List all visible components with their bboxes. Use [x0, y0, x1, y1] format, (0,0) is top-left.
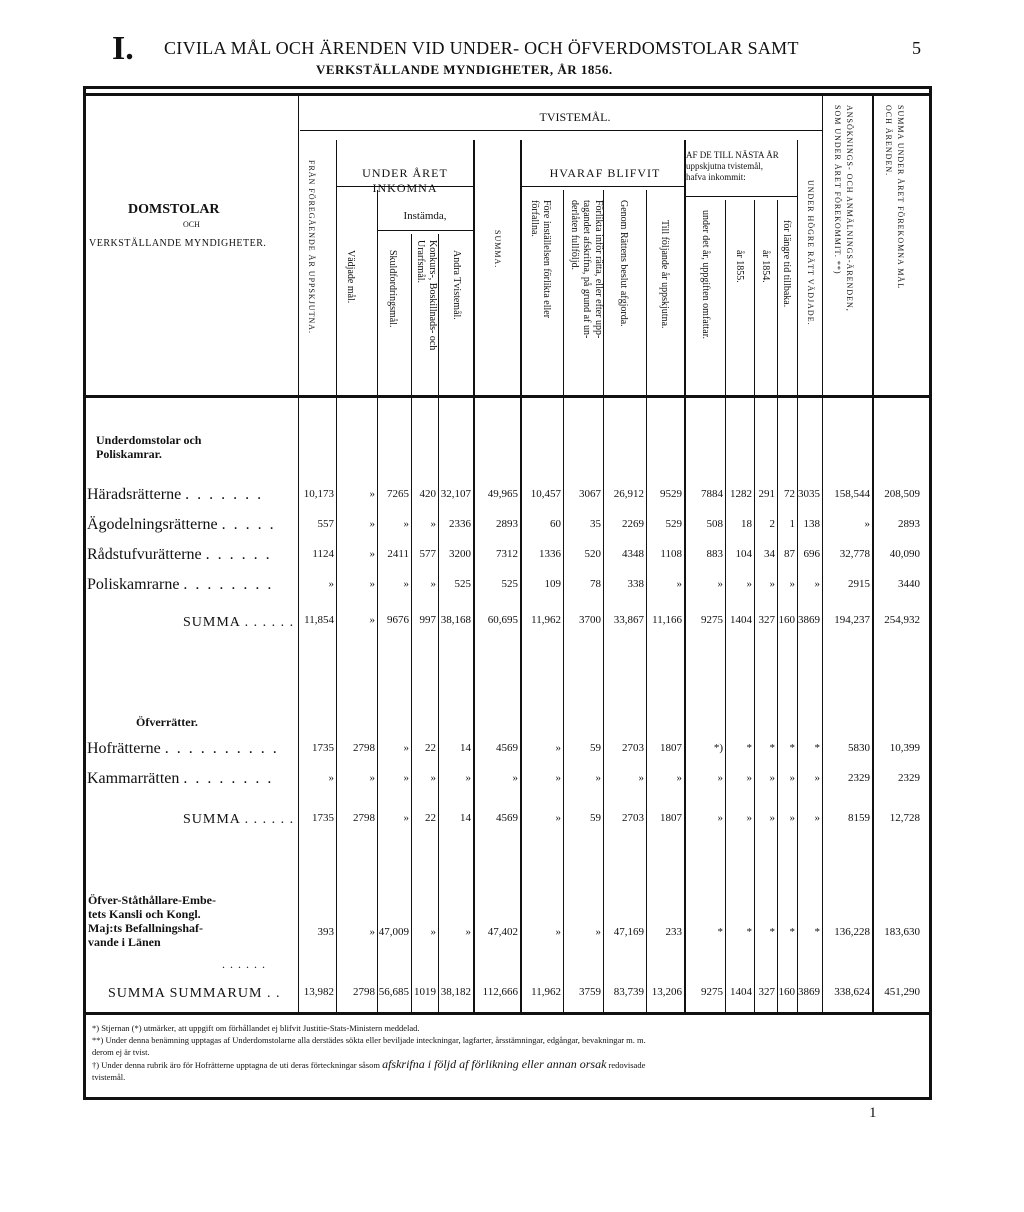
header-top-rule: [83, 93, 932, 96]
table-cell: 11,854: [304, 614, 334, 626]
table-cell: 109: [544, 578, 561, 590]
table-cell: 10,173: [303, 488, 334, 500]
table-cell: *): [713, 742, 723, 754]
table-cell: 1404: [730, 986, 752, 998]
table-cell: 33,867: [613, 614, 644, 626]
table-cell: »: [638, 772, 644, 784]
table-cell: »: [555, 742, 561, 754]
table-cell: 233: [665, 926, 682, 938]
ansoknings-heading: ANSÖKNINGS- OCH ANMÄLNINGS-ÄRENDEN, SOM UNDER ÅRET FÖREKOMMIT. **): [833, 105, 854, 312]
table-cell: 83,739: [613, 986, 644, 998]
table-cell: »: [789, 578, 795, 590]
table-cell: 1735: [312, 812, 334, 824]
table-cell: »: [746, 578, 752, 590]
table-cell: 3035: [798, 488, 820, 500]
table-cell: 56,685: [378, 986, 409, 998]
vadjade-heading: Vädjade mål.: [345, 250, 356, 304]
table-cell: »: [769, 772, 775, 784]
col-sep: [725, 200, 726, 1012]
table-cell: »: [864, 518, 870, 530]
footnotes: [92, 1022, 920, 1083]
table-cell: »: [814, 812, 820, 824]
table-cell: 3869: [798, 614, 820, 626]
table-cell: 10,399: [889, 742, 920, 754]
col-sep: [797, 140, 798, 1012]
row-label-kammarratten: Kammarrätten . . . . . . . .: [87, 770, 274, 787]
table-cell: »: [555, 812, 561, 824]
col-sep: [411, 234, 412, 1012]
ar-1854-heading: år 1854.: [760, 250, 771, 283]
footnote-rule: [83, 1012, 932, 1015]
row-label-hofratterne: Hofrätterne . . . . . . . . . .: [87, 740, 279, 757]
table-cell: »: [595, 926, 601, 938]
table-cell: »: [328, 578, 334, 590]
table-cell: 11,166: [652, 614, 682, 626]
table-cell: 4569: [496, 812, 518, 824]
table-cell: 883: [706, 548, 723, 560]
table-cell: »: [814, 578, 820, 590]
table-cell: 508: [706, 518, 723, 530]
table-cell: 158,544: [834, 488, 870, 500]
table-cell: 11,962: [531, 614, 561, 626]
skuldfordring-heading: Skuldfordringsmål.: [387, 250, 398, 328]
table-cell: »: [512, 772, 518, 784]
table-cell: 78: [590, 578, 601, 590]
table-cell: 60,695: [487, 614, 518, 626]
instamda-rule: [378, 230, 473, 231]
table-cell: »: [403, 578, 409, 590]
table-cell: 9529: [660, 488, 682, 500]
summa-col-heading: SUMMA.: [493, 230, 502, 269]
hvaraf-heading: HVARAF BLIFVIT: [549, 166, 661, 180]
table-cell: 112,666: [482, 986, 518, 998]
table-cell: »: [595, 772, 601, 784]
table-cell: 3700: [579, 614, 601, 626]
table-cell: »: [430, 518, 436, 530]
table-cell: 1404: [730, 614, 752, 626]
table-cell: 4348: [622, 548, 644, 560]
table-cell: »: [717, 812, 723, 824]
table-cell: 40,090: [889, 548, 920, 560]
table-cell: 696: [803, 548, 820, 560]
table-cell: »: [676, 578, 682, 590]
row-label-agodelningsratterne: Ägodelningsrätterne . . . . .: [87, 516, 276, 533]
table-cell: 7312: [496, 548, 518, 560]
col-sep: [336, 140, 337, 1012]
table-cell: 1807: [660, 742, 682, 754]
col-sep: [520, 140, 522, 1012]
table-cell: »: [369, 926, 375, 938]
table-cell: »: [555, 772, 561, 784]
table-cell: »: [769, 812, 775, 824]
table-cell: »: [746, 812, 752, 824]
table-cell: »: [430, 578, 436, 590]
table-cell: »: [769, 578, 775, 590]
table-cell: »: [430, 926, 436, 938]
table-cell: *: [769, 926, 775, 938]
table-cell: 72: [784, 488, 795, 500]
table-cell: 8159: [848, 812, 870, 824]
table-cell: 3440: [898, 578, 920, 590]
row-label-haradsratterne: Häradsrätterne . . . . . . .: [87, 486, 264, 503]
table-cell: 525: [501, 578, 518, 590]
table-cell: *: [746, 926, 752, 938]
table-cell: 59: [590, 742, 601, 754]
bottom-page-number: 1: [869, 1105, 877, 1121]
tvistemal-rule: [300, 130, 822, 131]
table-cell: 11,962: [531, 986, 561, 998]
table-cell: 138: [803, 518, 820, 530]
table-cell: 327: [758, 614, 775, 626]
table-cell: »: [717, 578, 723, 590]
table-cell: *: [814, 926, 820, 938]
domstolar-heading: DOMSTOLAR: [128, 202, 220, 217]
footnote-dagger: †) Under denna rubrik äro för Hofrätterne upptagna de uti deras förteckningar såsom afskrifna i följd af förlikning eller annan orsak redovisade tvistemål.: [92, 1057, 646, 1082]
table-cell: 1336: [539, 548, 561, 560]
andra-heading: Andra Tvistemål.: [451, 250, 462, 320]
table-cell: 577: [419, 548, 436, 560]
table-cell: 13,982: [303, 986, 334, 998]
table-cell: 136,228: [834, 926, 870, 938]
table-cell: »: [369, 614, 375, 626]
col-sep: [822, 96, 823, 1012]
table-cell: 2336: [449, 518, 471, 530]
footnote-star: *) Stjernan (*) utmärker, att uppgift om förhållandet ej blifvit Justitie-Stats-Ministern meddelad.: [92, 1023, 420, 1033]
table-cell: 3200: [449, 548, 471, 560]
table-cell: »: [430, 772, 436, 784]
table-cell: 451,290: [884, 986, 920, 998]
table-cell: 47,009: [378, 926, 409, 938]
table-cell: 60: [550, 518, 561, 530]
for-langre-heading: för längre tid tillbaka.: [781, 220, 792, 308]
table-cell: 2893: [496, 518, 518, 530]
table-cell: 1282: [730, 488, 752, 500]
fore-installelsen-heading: Före inställelsen förlikta eller förfallna.: [529, 200, 552, 319]
fran-foregaende-heading: FRÅN FÖREGÅENDE ÅR UPPSKJUTNA.: [307, 160, 316, 335]
table-cell: 87: [784, 548, 795, 560]
table-cell: 38,168: [440, 614, 471, 626]
table-cell: 34: [764, 548, 775, 560]
row-label-poliskamrarne: Poliskamrarne . . . . . . . .: [87, 576, 274, 593]
till-foljande-heading: Till följande år uppskjutna.: [659, 220, 670, 329]
af-de-heading: AF DE TILL NÄSTA ÅR uppskjutna tvistemål, hafva inkommit:: [686, 150, 779, 182]
col-sep: [563, 190, 564, 1012]
under-hogre-heading: UNDER HÖGRE RÄTT VÄDJADE.: [806, 180, 815, 326]
table-cell: 520: [584, 548, 601, 560]
table-cell: 22: [425, 812, 436, 824]
table-cell: 9275: [701, 614, 723, 626]
table-cell: *: [789, 926, 795, 938]
table-cell: 525: [454, 578, 471, 590]
row-label-radstufvuratterne: Rådstufvurätterne . . . . . .: [87, 546, 272, 563]
table-cell: »: [555, 926, 561, 938]
col-sep: [684, 140, 686, 1012]
col-sep: [754, 200, 755, 1012]
table-cell: 7265: [387, 488, 409, 500]
col-sep: [473, 140, 475, 1012]
table-cell: 529: [665, 518, 682, 530]
genom-rattens-heading: Genom Rättens beslut afgjorda.: [618, 200, 629, 327]
table-cell: 5830: [848, 742, 870, 754]
page-subtitle: VERKSTÄLLANDE MYNDIGHETER, ÅR 1856.: [316, 62, 613, 77]
row-label-summa: SUMMA . . . . . .: [183, 615, 295, 630]
table-cell: 59: [590, 812, 601, 824]
table-cell: 291: [758, 488, 775, 500]
table-cell: 10,457: [530, 488, 561, 500]
table-cell: 183,630: [884, 926, 920, 938]
instamda-heading: Instämda,: [403, 210, 447, 222]
table-cell: 1108: [660, 548, 682, 560]
table-cell: 13,206: [651, 986, 682, 998]
table-cell: 9676: [387, 614, 409, 626]
ar-1855-heading: år 1855.: [734, 250, 745, 283]
table-cell: 1124: [312, 548, 334, 560]
table-cell: 32,778: [839, 548, 870, 560]
table-cell: 18: [741, 518, 752, 530]
under-det-ar-heading: under det år, uppgiften omfattar.: [700, 210, 711, 339]
table-cell: »: [369, 578, 375, 590]
table-cell: 47,169: [613, 926, 644, 938]
table-cell: 104: [735, 548, 752, 560]
part-number: I.: [112, 30, 134, 67]
table-cell: »: [746, 772, 752, 784]
table-cell: 420: [419, 488, 436, 500]
page-number: 5: [912, 38, 921, 58]
table-cell: *: [814, 742, 820, 754]
table-cell: 14: [460, 742, 471, 754]
table-cell: 208,509: [884, 488, 920, 500]
row-label-ofver-stathallare-dots: . . . . . .: [222, 957, 266, 971]
table-cell: »: [676, 772, 682, 784]
table-cell: 557: [317, 518, 334, 530]
table-cell: 338: [627, 578, 644, 590]
table-cell: 22: [425, 742, 436, 754]
table-cell: 2798: [353, 812, 375, 824]
table-cell: 32,107: [440, 488, 471, 500]
table-cell: 4569: [496, 742, 518, 754]
table-cell: 3067: [579, 488, 601, 500]
section-ofver-stathallare: Öfver-Ståthållare-Embe- tets Kansli och Kongl. Maj:ts Befallningshaf- vande i Länen: [88, 893, 216, 949]
forlikta-heading: Förlikta inför rätta, eller efter upp- tagandet afskrifna, på grund af un- derlåten fullföljd.: [569, 200, 604, 339]
col-sep: [298, 96, 299, 1012]
hvaraf-rule: [522, 186, 685, 187]
table-cell: 2893: [898, 518, 920, 530]
table-cell: 9275: [701, 986, 723, 998]
table-cell: 1: [789, 518, 795, 530]
table-cell: 1807: [660, 812, 682, 824]
table-cell: 2269: [622, 518, 644, 530]
table-cell: »: [328, 772, 334, 784]
table-cell: »: [717, 772, 723, 784]
table-cell: 2329: [848, 772, 870, 784]
col-sep: [872, 96, 874, 1012]
table-cell: »: [369, 772, 375, 784]
table-cell: 2798: [353, 742, 375, 754]
konkurs-heading: Konkurs-, Boskillnads- och Urarfsmål.: [415, 240, 438, 351]
table-cell: 2: [769, 518, 775, 530]
table-cell: 38,182: [440, 986, 471, 998]
table-cell: 254,932: [884, 614, 920, 626]
table-cell: 35: [590, 518, 601, 530]
table-cell: 160: [778, 614, 795, 626]
table-cell: 393: [317, 926, 334, 938]
table-cell: 327: [758, 986, 775, 998]
section-underdomstolar: Underdomstolar och Poliskamrar.: [96, 433, 202, 461]
table-cell: 26,912: [613, 488, 644, 500]
table-cell: 338,624: [834, 986, 870, 998]
col-sep: [377, 190, 378, 1012]
table-cell: 3759: [579, 986, 601, 998]
table-cell: 2703: [622, 812, 644, 824]
table-cell: 14: [460, 812, 471, 824]
table-cell: 3869: [798, 986, 820, 998]
verkstallande-heading: VERKSTÄLLANDE MYNDIGHETER.: [89, 238, 267, 249]
header-bottom-rule: [83, 395, 932, 398]
table-cell: 2329: [898, 772, 920, 784]
table-cell: *: [769, 742, 775, 754]
table-cell: »: [369, 518, 375, 530]
table-cell: »: [403, 742, 409, 754]
col-sep: [777, 200, 778, 1012]
table-cell: *: [717, 926, 723, 938]
table-cell: »: [403, 812, 409, 824]
table-cell: 1019: [414, 986, 436, 998]
tvistemal-heading: TVISTEMÅL.: [539, 110, 611, 124]
table-cell: 2703: [622, 742, 644, 754]
table-cell: 1735: [312, 742, 334, 754]
col-sep: [438, 234, 439, 1012]
table-cell: 160: [778, 986, 795, 998]
table-cell: *: [746, 742, 752, 754]
row-label-summa-ofverratter: SUMMA . . . . . .: [183, 812, 295, 827]
table-cell: »: [403, 518, 409, 530]
section-ofverratter: Öfverrätter.: [136, 715, 198, 729]
table-cell: »: [369, 488, 375, 500]
summa-under-heading: SUMMA UNDER ÅRET FÖREKOMNA MÅL OCH ÄRENDEN.: [884, 105, 905, 290]
table-cell: »: [403, 772, 409, 784]
table-cell: *: [789, 742, 795, 754]
table-cell: 997: [419, 614, 436, 626]
row-label-summa-summarum: SUMMA SUMMARUM . .: [108, 986, 281, 1001]
table-cell: »: [369, 548, 375, 560]
page-title: CIVILA MÅL OCH ÄRENDEN VID UNDER- OCH ÖFVERDOMSTOLAR SAMT: [164, 38, 799, 58]
table-cell: 2411: [387, 548, 409, 560]
table-cell: 12,728: [889, 812, 920, 824]
footnote-double-star: **) Under denna benämning upptagas af Underdomstolarne alla derstädes sökta eller beviljade inteckningar, lagfarter, årsstämningar, edgångar, bevakningar m. m. derom ej är tvist.: [92, 1035, 646, 1057]
under-aret-heading: UNDER ÅRET INKOMNA: [362, 166, 448, 195]
table-cell: »: [465, 926, 471, 938]
table-cell: 7884: [701, 488, 723, 500]
table-cell: »: [789, 812, 795, 824]
table-cell: »: [789, 772, 795, 784]
table-cell: 49,965: [487, 488, 518, 500]
col-sep: [646, 190, 647, 1012]
table-cell: 47,402: [487, 926, 518, 938]
table-cell: »: [465, 772, 471, 784]
table-cell: »: [814, 772, 820, 784]
af-de-rule: [685, 196, 797, 197]
och-label: OCH: [183, 220, 200, 229]
table-cell: 2798: [353, 986, 375, 998]
table-cell: 2915: [848, 578, 870, 590]
table-cell: 194,237: [834, 614, 870, 626]
